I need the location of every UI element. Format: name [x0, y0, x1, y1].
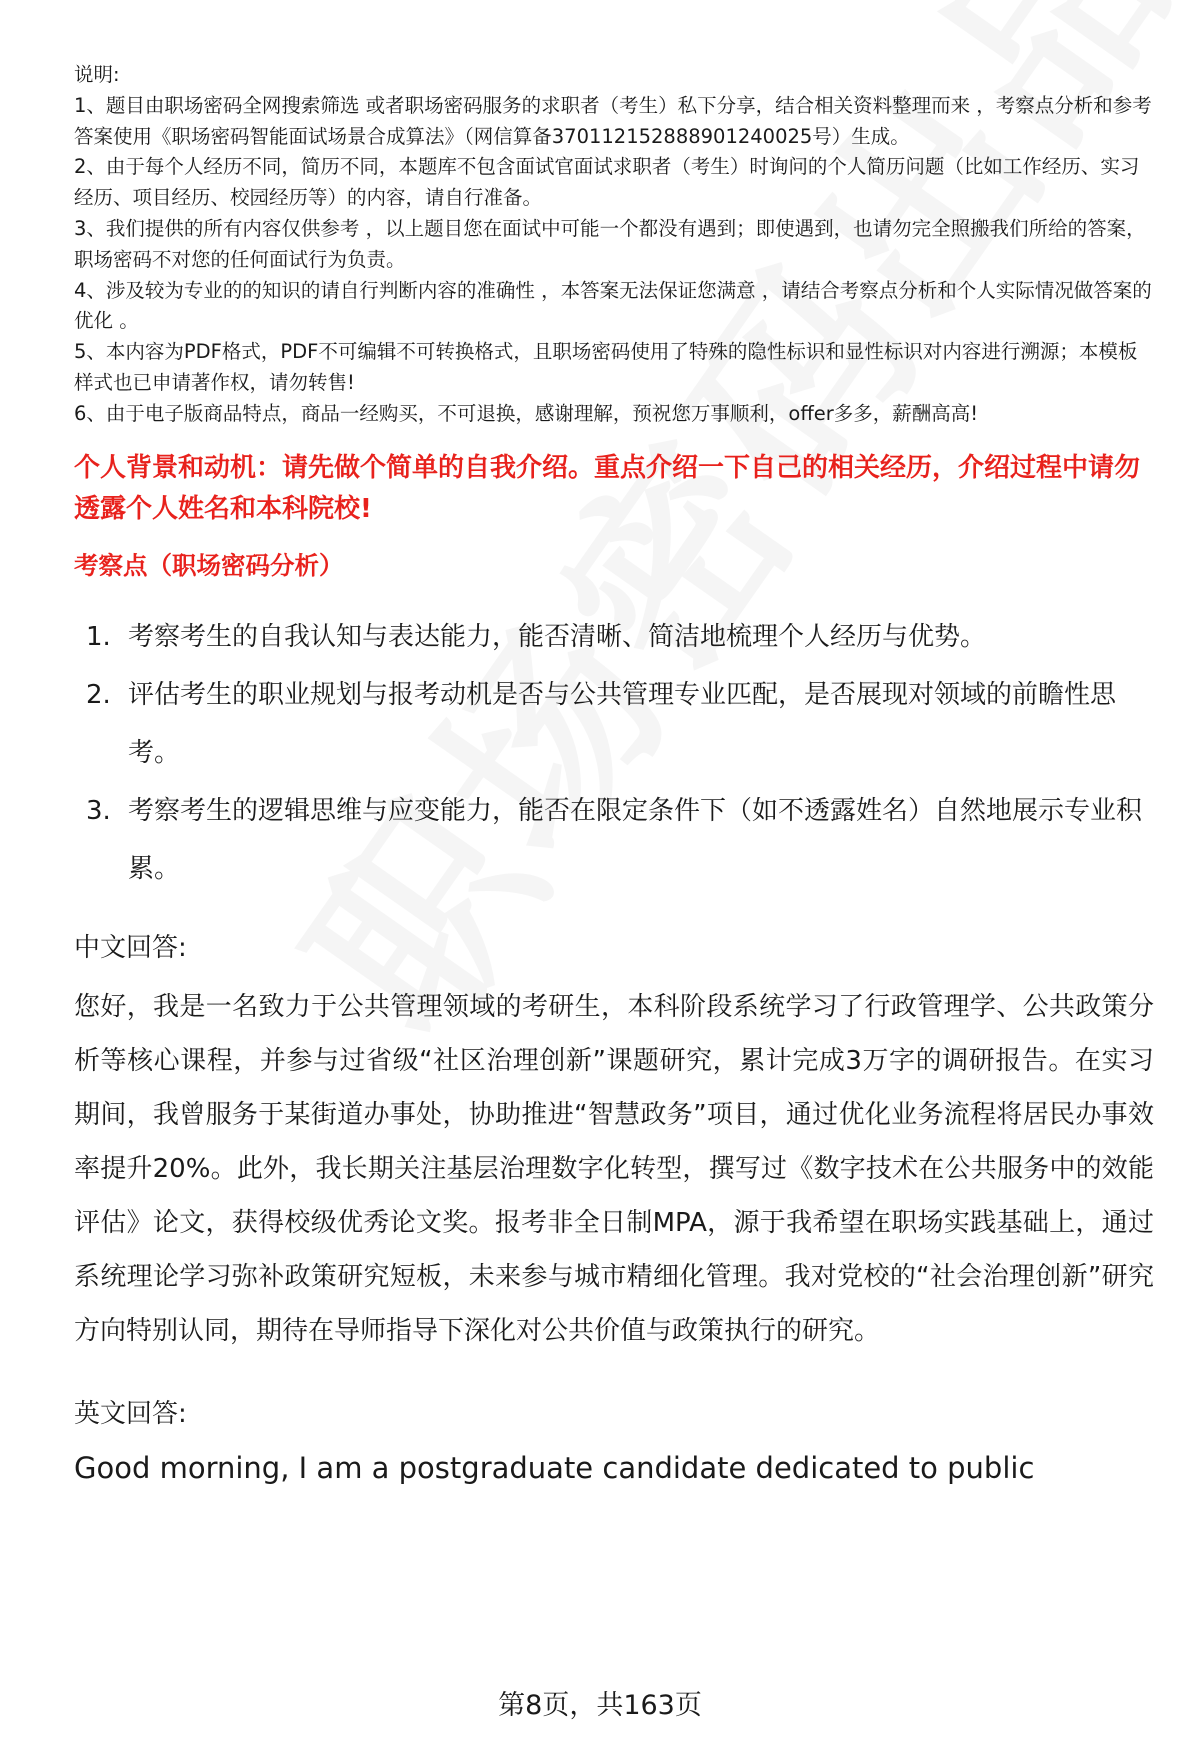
- analysis-point: [74, 782, 1154, 898]
- page-number: 第8页，共163页: [498, 1690, 702, 1721]
- notes-heading: 说明:: [74, 63, 120, 86]
- note-item: 3、我们提供的所有内容仅供参考 ，以上题目您在面试中可能一个都没有遇到；即使遇到，也请勿完全照搬我们所给的答案，职场密码不对您的任何面试行为负责。: [74, 216, 1146, 271]
- point-text: 考察考生的自我认知与表达能力，能否清晰、简洁地梳理个人经历与优势。: [128, 621, 987, 652]
- point-number: 2.: [86, 679, 111, 710]
- english-answer-text: Good morning, I am a postgraduate candidate dedicated to public: [74, 1450, 1035, 1485]
- point-number: 1.: [86, 621, 111, 652]
- note-item: 1、题目由职场密码全网搜索筛选 或者职场密码服务的求职者（考生）私下分享，结合相关资料整理而来 ，考察点分析和参考答案使用《职场密码智能面试场景合成算法》（网信算备370112152888901240025号）生成。: [74, 93, 1152, 148]
- analysis-point: [74, 666, 1154, 782]
- point-text: 评估考生的职业规划与报考动机是否与公共管理专业匹配，是否展现对领域的前瞻性思考。: [128, 679, 1117, 768]
- note-item: 5、本内容为PDF格式，PDF不可编辑不可转换格式，且职场密码使用了特殊的隐性标识和显性标识对内容进行溯源；本模板样式也已申请著作权，请勿转售!: [74, 340, 1138, 394]
- note-item: 2、由于每个人经历不同，简历不同，本题库不包含面试官面试求职者（考生）时询问的个人简历问题（比如工作经历、实习经历、项目经历、校园经历等）的内容，请自行准备。: [74, 155, 1140, 210]
- chinese-answer-label: 中文回答:: [74, 932, 187, 963]
- notes-section: [74, 60, 1154, 430]
- analysis-points: [74, 608, 1154, 898]
- note-item: 6、由于电子版商品特点，商品一经购买，不可退换，感谢理解，预祝您万事顺利，offer多多，薪酬高高!: [74, 401, 979, 425]
- point-text: 考察考生的逻辑思维与应变能力，能否在限定条件下（如不透露姓名）自然地展示专业积累。: [128, 795, 1143, 884]
- chinese-answer-text: 您好，我是一名致力于公共管理领域的考研生，本科阶段系统学习了行政管理学、公共政策分析等核心课程，并参与过省级“社区治理创新”课题研究，累计完成3万字的调研报告。在实习期间，我曾服务于某街道办事处，协助推进“智慧政务”项目，通过优化业务流程将居民办事效率提升20%。此外，我长期关注基层治理数字化转型，撰写过《数字技术在公共服务中的效能评估》论文，获得校级优秀论文奖。报考非全日制MPA，源于我希望在职场实践基础上，通过系统理论学习弥补政策研究短板，未来参与城市精细化管理。我对党校的“社会治理创新”研究方向特别认同，期待在导师指导下深化对公共价值与政策执行的研究。: [74, 991, 1154, 1346]
- point-number: 3.: [86, 795, 111, 826]
- english-answer-label: 英文回答:: [74, 1398, 187, 1429]
- question-heading: 个人背景和动机：请先做个简单的自我介绍。重点介绍一下自己的相关经历，介绍过程中请勿透露个人姓名和本科院校!: [74, 452, 1141, 524]
- analysis-title: 考察点（职场密码分析）: [74, 550, 344, 580]
- analysis-point: [74, 608, 1154, 666]
- page-content: [74, 60, 1154, 1488]
- note-item: 4、涉及较为专业的的知识的请自行判断内容的准确性 ，本答案无法保证您满意 ，请结合考察点分析和个人实际情况做答案的优化 。: [74, 278, 1152, 333]
